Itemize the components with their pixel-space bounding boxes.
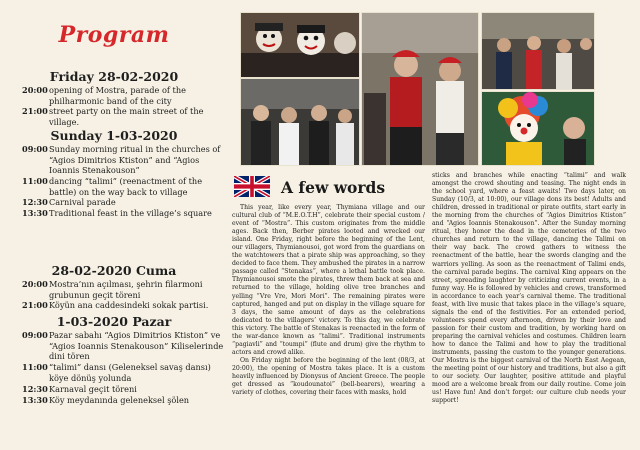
- event-time: 20:00: [22, 85, 48, 95]
- event-time: 11:00: [22, 362, 48, 372]
- photo-masked-faces: [240, 12, 360, 78]
- photo-clown: [481, 91, 595, 166]
- event-text: Sunday morning ritual in the churches of “Agios Dimitrios Ktiston” and “Agios Ioannis Stenakouson”: [49, 144, 221, 176]
- event-text: Carnival parade: [49, 197, 116, 207]
- program-event: [22, 144, 232, 176]
- article-title: A few words: [281, 178, 386, 197]
- event-text: Köyün ana caddesindeki sokak partisi.: [49, 300, 209, 310]
- event-text: street party on the main street of the village.: [49, 106, 204, 127]
- event-text: opening of Mostra, parade of the philharmonic band of the city: [49, 85, 186, 106]
- event-text: dancing “talimi” (reenactment of the battle) on the way back to village: [49, 176, 203, 197]
- article-column-1: [232, 204, 425, 397]
- event-text: Pazar sabahı “Agios Dimitrios Ktiston” ve “Agios Ioannis Stenakouson” Kiliselerinde dini tören: [49, 330, 224, 362]
- event-time: 12:30: [22, 384, 48, 394]
- section-heading: Sunday 1-03-2020: [50, 128, 178, 143]
- article-column-2: [432, 172, 626, 405]
- event-text: Mostra’nın açılması, şehrin filarmoni grubunun geçit töreni: [49, 279, 203, 300]
- article-paragraph: On Friday night before the beginning of the lent (08/3, at 20:00), the opening of Mostra takes place. It is a custom heavily influenced by Dionysus of Ancient Greece. The people get dressed as “koudounatoi” (bell-bearers), wearing a variety of clothes, covering their faces with masks, hold: [232, 356, 425, 397]
- section-heading: 1-03-2020 Pazar: [56, 314, 172, 329]
- event-time: 09:00: [22, 330, 48, 340]
- event-text: “talimi” dansı (Geleneksel savaş dansı) köye dönüş yolunda: [49, 362, 211, 383]
- program-event: [22, 362, 232, 383]
- program-event: [22, 197, 232, 208]
- event-text: Karnaval geçit töreni: [49, 384, 137, 394]
- program-event: [22, 176, 232, 197]
- event-time: 21:00: [22, 106, 48, 116]
- event-time: 13:30: [22, 395, 48, 405]
- uk-flag-icon: [234, 176, 270, 197]
- article-paragraph: sticks and branches while enacting “talimi” and walk amongst the crowd shouting and teasing. The night ends in the school yard, where a feast awaits! Two days later, on Sunday (10/3, at 10:00), our village dons its best! Adults and children, dressed in traditional or pirate outfits, start early in the morning from the churches of “Agios Dimitrios Ktiston” and “Agios Ioannis Stenakouson”. After the Sunday morning ritual, they honor the dead in the cemeteries of the two churches and return to the village, dancing the Talimi on their way back. The crowd gathers to witness the reenactment of the battle, hear the swords clanging and the warriors yelling. As soon as the reenactment of Talimi ends, the carnival parade begins. The carnival King appears on the street, spreading laughter by criticizing current events, in a funny way. He is followed by vehicles and crews, transformed in accordance to each year’s carnival theme. The traditional feast, with live music that takes place in the village’s square, signals the end of the festivities. For an extended period, volunteers spend every afternoon, driven by their love and passion for their custom and tradition, by working hard on preparing the carnival vehicles and costumes. Children learn how to dance the Talimi and how to play the traditional instruments, passing the custom to the younger generations. Our Mostra is the biggest carnival of the North East Aegean, the meeting point of our history and traditions, but also a gift to our society. Our laughter, positive attitude and playful mood are a welcome break from our daily routine. Come join us! Have fun! And don’t forget: our culture club needs your support!: [432, 172, 626, 405]
- event-time: 21:00: [22, 300, 48, 310]
- program-event: [22, 395, 232, 406]
- event-time: 20:00: [22, 279, 48, 289]
- program-title: Program: [58, 22, 170, 48]
- program-panel: [0, 0, 228, 450]
- program-event: [22, 384, 232, 395]
- event-time: 11:00: [22, 176, 48, 186]
- event-time: 09:00: [22, 144, 48, 154]
- event-time: 12:30: [22, 197, 48, 207]
- section-heading: 28-02-2020 Cuma: [51, 263, 177, 278]
- event-time: 13:30: [22, 208, 48, 218]
- program-event: [22, 85, 232, 106]
- program-event: [22, 106, 232, 127]
- photo-crowd: [240, 78, 360, 166]
- photo-pirates: [361, 12, 479, 166]
- program-event: [22, 330, 232, 362]
- photo-street-crowd: [481, 12, 595, 90]
- program-event: [22, 279, 232, 300]
- article-paragraph: This year, like every year, Thymiana village and our cultural club of “M.E.O.T.H”, celebrate their special custom / event of “Mostra”. This custom originates from the middle ages. Back then, Berber pirates looted and wrecked our island. One Friday, right before the beginning of the Lent, our villagers, Thymianousoi, got word from the guardians on the watchtowers that a pirate ship was approaching, so they decided to face them. They ambushed the pirates in a narrow passage called “Stenakas”, where a lethal battle took place. Thymianousoi smote the pirates, threw them back at sea and returned to the village, holding olive tree branches and yelling “Vre Vre, Mori Mori”. The remaining pirates were captured, hanged and put on display in the village square for 3 days, the same amount of days as the celebrations dedicated to the villagers’ victory. To this day, we celebrate this victory. The battle of Stenakas is reenacted in the form of the war-dance known as “talimi”. Traditional instruments “pagiavli” and “toumpi” (flute and drum) give the rhythm to actors and crowd alike.: [232, 204, 425, 356]
- event-text: Traditional feast in the village’s square: [49, 208, 212, 218]
- section-heading: Friday 28-02-2020: [49, 69, 179, 84]
- program-event: [22, 208, 232, 219]
- event-text: Köy meydanında geleneksel şölen: [49, 395, 190, 405]
- program-event: [22, 300, 232, 311]
